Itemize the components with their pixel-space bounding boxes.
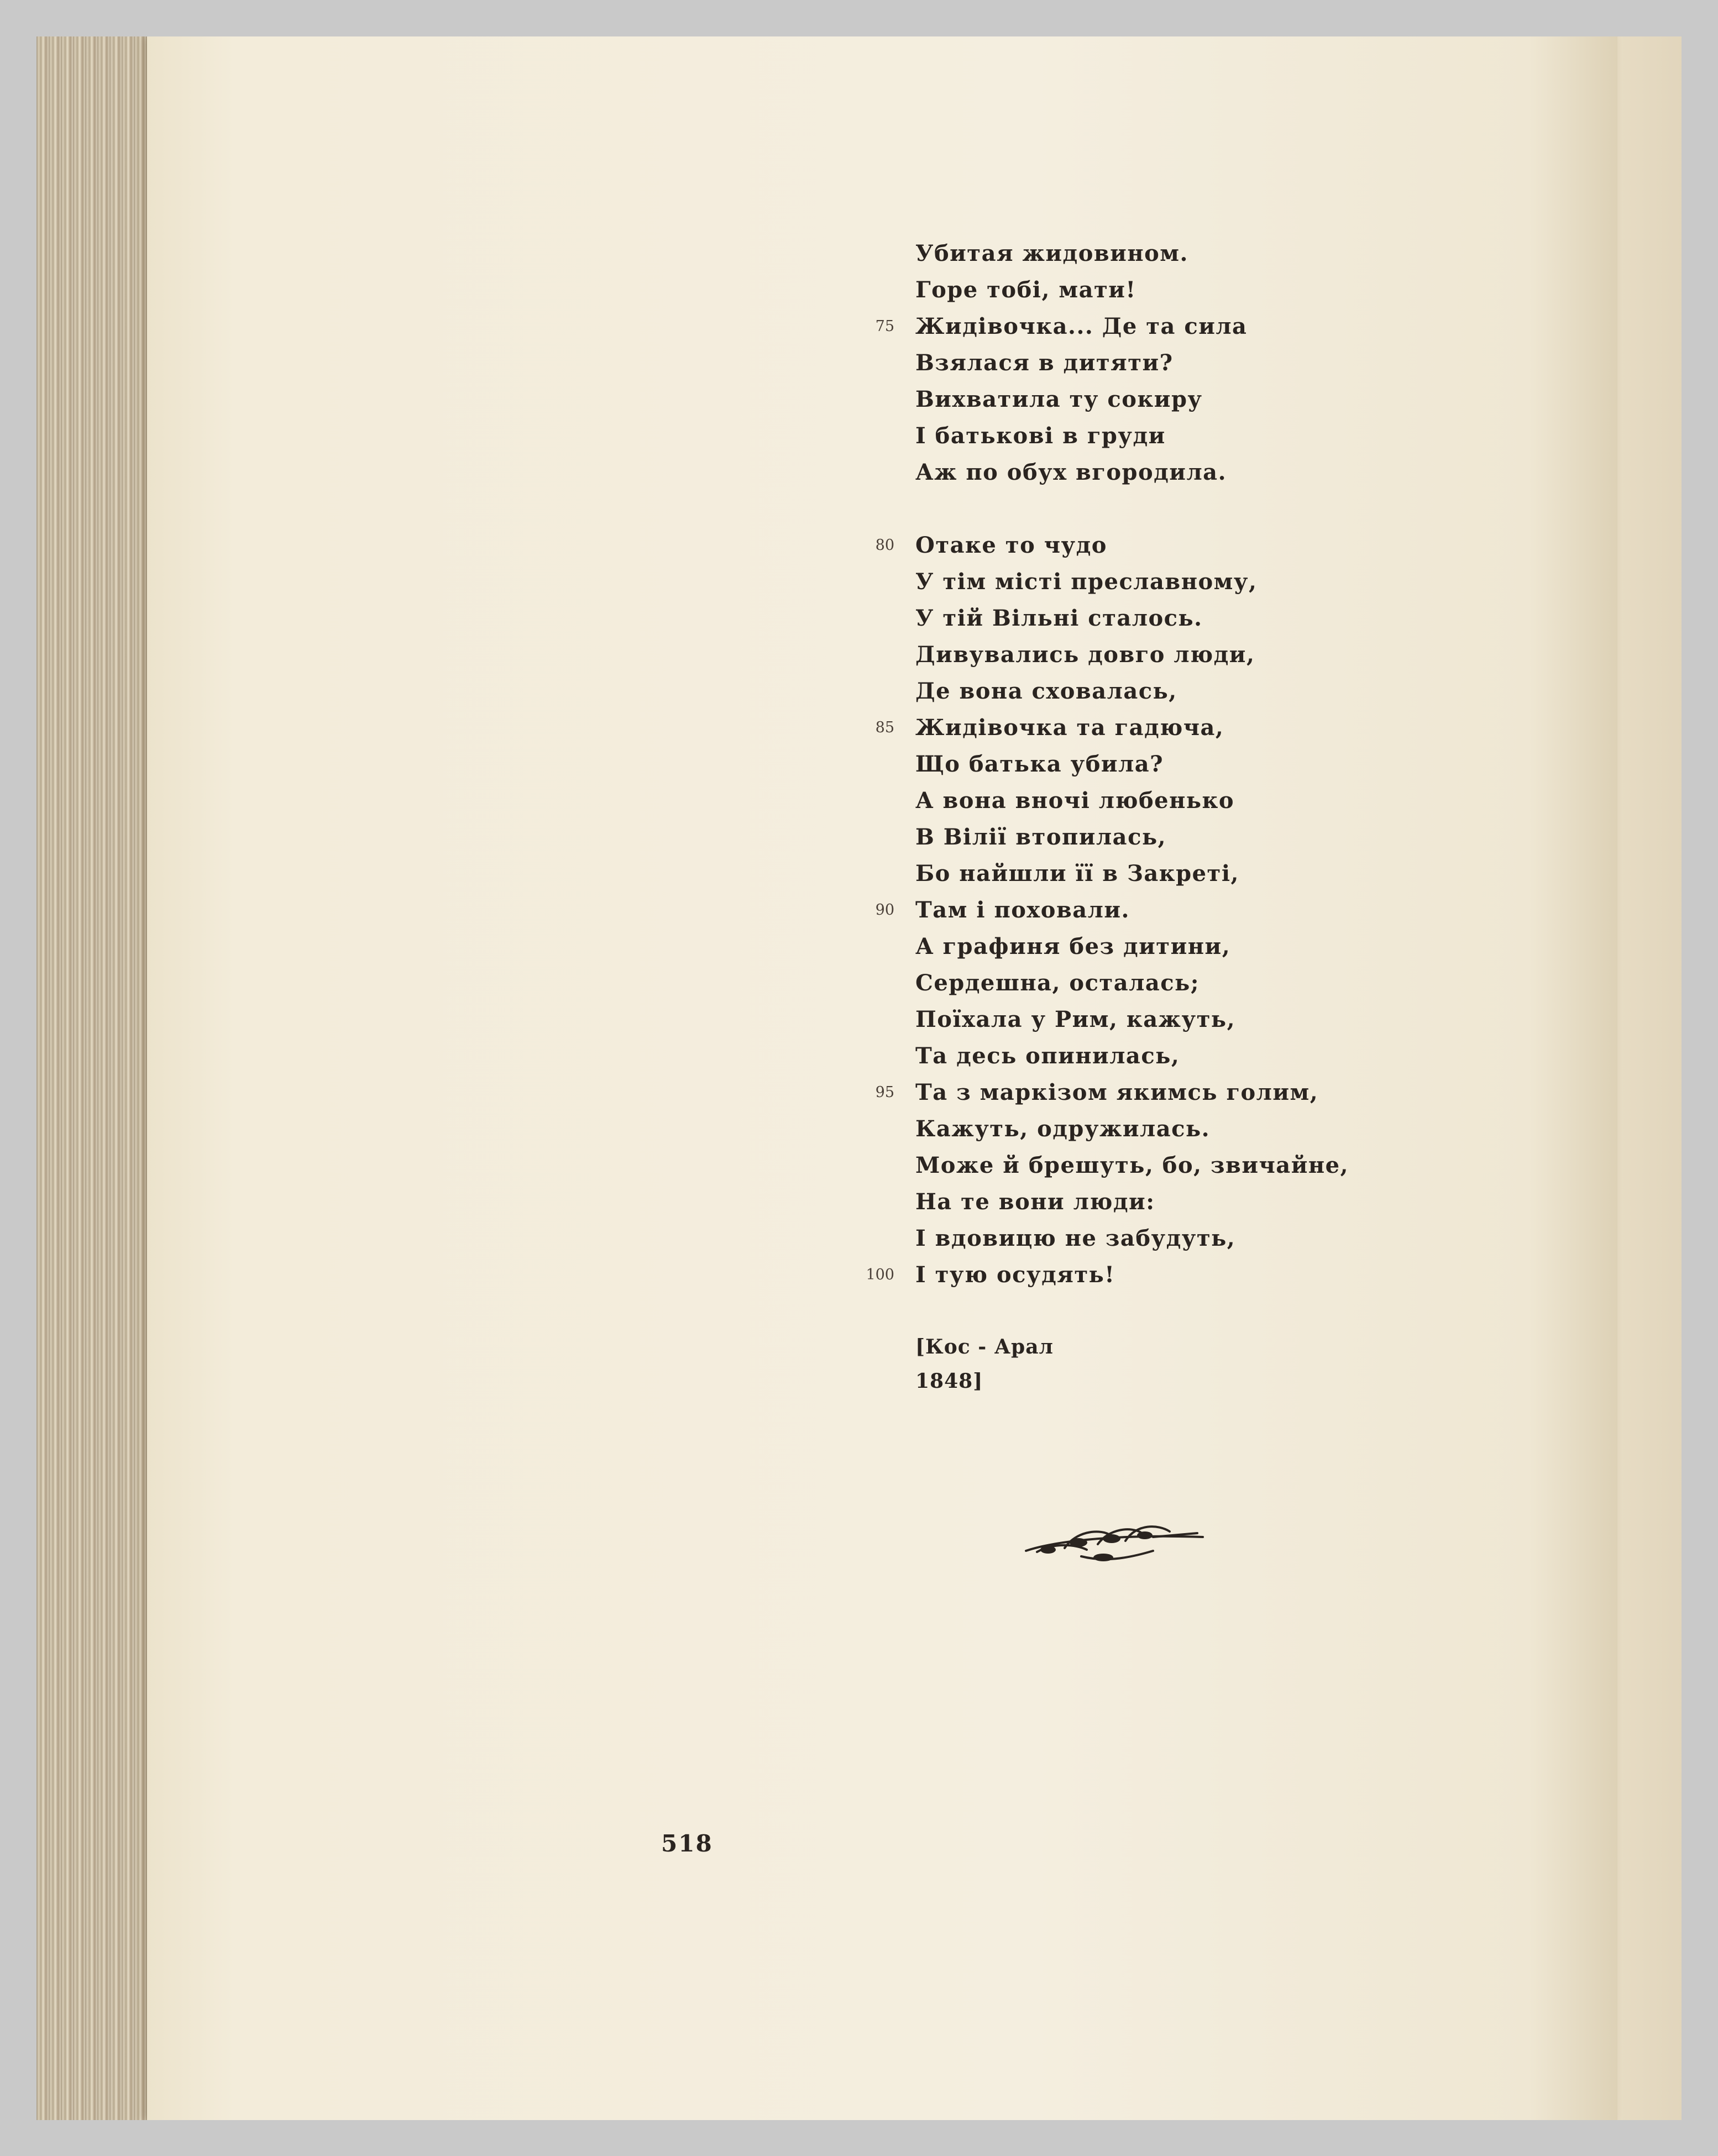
line-text: А вона вночі любенько [915, 788, 1235, 814]
line-number: 100 [866, 1266, 894, 1283]
line-text: Взялася в дитяти? [915, 350, 1174, 376]
line-text: Аж по обух вгородила. [915, 459, 1227, 485]
poem-line [915, 819, 1468, 856]
line-text: Вихватила ту сокиру [915, 386, 1203, 412]
poem-line [875, 308, 1468, 345]
poem-line [915, 746, 1468, 783]
poem-line [915, 1184, 1468, 1220]
poem-line [915, 345, 1468, 381]
line-text: У тій Вільні сталось. [915, 605, 1203, 631]
line-text: Та з маркізом якимсь голим, [915, 1079, 1319, 1105]
composition-year: 1848] [915, 1370, 983, 1393]
line-text: І батькові в груди [915, 423, 1166, 449]
line-number: 95 [875, 1084, 894, 1101]
line-text: І вдовицю не забудуть, [915, 1225, 1236, 1251]
poem-line [915, 235, 1468, 272]
line-text: У тім місті преславному, [915, 569, 1258, 595]
line-text: А графиня без дитини, [915, 933, 1231, 959]
poem-line [875, 892, 1468, 929]
line-number: 90 [875, 901, 894, 919]
line-text: Отаке то чудо [915, 532, 1107, 558]
line-text: Поїхала у Рим, кажуть, [915, 1006, 1235, 1032]
poem-line [915, 637, 1468, 673]
line-number: 85 [875, 719, 894, 736]
line-text: Дивувались довго люди, [915, 642, 1255, 668]
line-text: Бо найшли її в Закреті, [915, 861, 1239, 886]
line-number: 80 [875, 537, 894, 554]
poem-line [915, 1038, 1468, 1074]
poem-line [866, 1257, 1468, 1293]
poem-line [915, 418, 1468, 454]
line-text: Жидівочка та гадюча, [915, 715, 1224, 741]
poem-line [915, 929, 1468, 965]
poem-line [875, 527, 1468, 564]
line-text: На те вони люди: [915, 1189, 1155, 1215]
poem-line [915, 454, 1468, 491]
poem-line [915, 1001, 1468, 1038]
book-scan [36, 36, 1682, 2120]
line-text: Горе тобі, мати! [915, 277, 1136, 303]
poem-line [915, 783, 1468, 819]
composition-place: [Кос - Арал [915, 1335, 1054, 1358]
floral-vignette-icon [1015, 1518, 1214, 1570]
poem-line [915, 1111, 1468, 1147]
poem-line [915, 1220, 1468, 1257]
line-text: І тую осудять! [915, 1262, 1115, 1288]
line-text: Жидівочка... Де та сила [915, 313, 1248, 339]
poem-line [875, 710, 1468, 746]
line-text: Та десь опинилась, [915, 1043, 1180, 1069]
page-number: 518 [661, 1830, 713, 1857]
line-text: Може й брешуть, бо, звичайне, [915, 1152, 1349, 1178]
stanza-break [915, 491, 1468, 527]
line-number: 75 [875, 318, 894, 335]
poem-line [915, 600, 1468, 637]
page-stack-edge [36, 36, 164, 2120]
poem-line [915, 965, 1468, 1001]
poem-line [915, 272, 1468, 308]
poem-line [915, 564, 1468, 600]
line-text: Убитая жидовином. [915, 240, 1188, 266]
line-text: Що батька убила? [915, 751, 1164, 777]
poem-line [875, 1074, 1468, 1111]
poem-line [915, 856, 1468, 892]
line-text: В Вілії втопилась, [915, 824, 1167, 850]
poem-text [866, 235, 1468, 1398]
line-text: Кажуть, одружилась. [915, 1116, 1211, 1142]
line-text: Де вона сховалась, [915, 678, 1177, 704]
stanza-break [915, 1293, 1468, 1330]
line-text: Сердешна, осталась; [915, 970, 1200, 996]
line-text: Там і поховали. [915, 897, 1130, 923]
poem-line [915, 673, 1468, 710]
poem-line [915, 381, 1468, 418]
book-page [147, 36, 1617, 2120]
poem-line [915, 1147, 1468, 1184]
